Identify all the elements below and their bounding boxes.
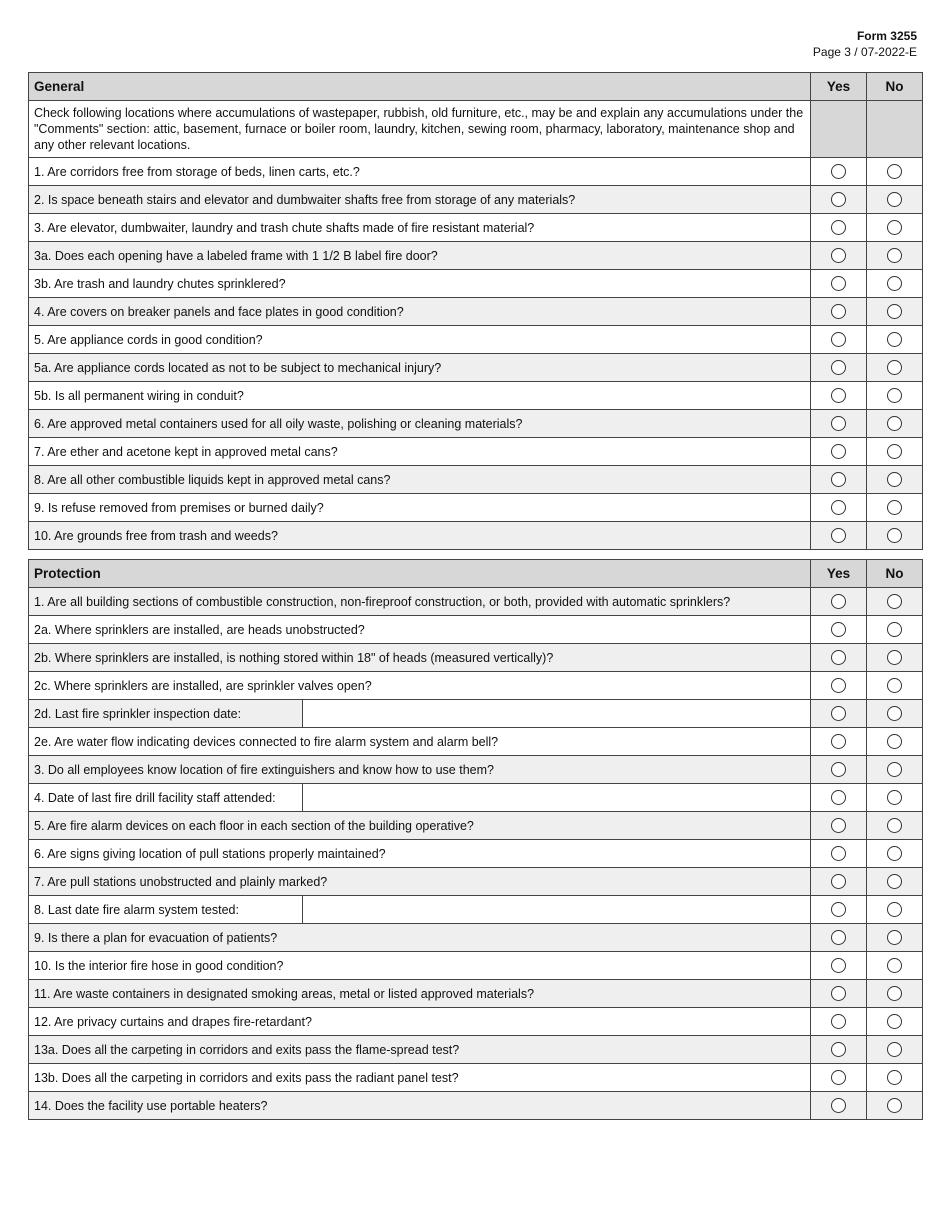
yes-radio-cell <box>811 242 867 270</box>
form-number: Form 3255 <box>856 29 917 43</box>
question-text: 3b. Are trash and laundry chutes sprinklered? <box>29 270 811 298</box>
no-radio[interactable] <box>887 248 902 263</box>
no-radio-cell <box>867 410 923 438</box>
question-row <box>29 410 923 438</box>
no-radio-cell <box>867 158 923 186</box>
no-radio[interactable] <box>887 1098 902 1113</box>
no-radio-cell <box>867 616 923 644</box>
yes-radio[interactable] <box>831 444 846 459</box>
yes-radio[interactable] <box>831 622 846 637</box>
yes-radio-cell <box>811 700 867 728</box>
no-column-header: No <box>867 560 923 588</box>
no-radio-cell <box>867 186 923 214</box>
question-text: 2b. Where sprinklers are installed, is nothing stored within 18" of heads (measured vertically)? <box>29 644 811 672</box>
yes-column-header: Yes <box>811 73 867 101</box>
yes-radio-cell <box>811 924 867 952</box>
question-row <box>29 672 923 700</box>
yes-radio-cell <box>811 952 867 980</box>
no-radio-cell <box>867 298 923 326</box>
general-header-row <box>29 73 923 101</box>
yes-radio[interactable] <box>831 734 846 749</box>
no-radio-cell <box>867 1008 923 1036</box>
question-row <box>29 952 923 980</box>
yes-radio[interactable] <box>831 930 846 945</box>
page-info: Page 3 / 07-2022-E <box>812 45 917 59</box>
question-row <box>29 1064 923 1092</box>
question-row <box>29 1008 923 1036</box>
no-radio[interactable] <box>887 164 902 179</box>
question-text: 12. Are privacy curtains and drapes fire-retardant? <box>29 1008 811 1036</box>
question-row <box>29 270 923 298</box>
question-row <box>29 616 923 644</box>
no-radio[interactable] <box>887 220 902 235</box>
no-radio[interactable] <box>887 622 902 637</box>
question-text: 1. Are corridors free from storage of beds, linen carts, etc.? <box>29 158 811 186</box>
yes-radio-cell <box>811 728 867 756</box>
yes-radio[interactable] <box>831 220 846 235</box>
question-row <box>29 298 923 326</box>
no-radio-cell <box>867 980 923 1008</box>
question-row <box>29 700 923 728</box>
question-row <box>29 186 923 214</box>
yes-radio-cell <box>811 868 867 896</box>
yes-radio-cell <box>811 616 867 644</box>
yes-radio[interactable] <box>831 902 846 917</box>
question-row <box>29 644 923 672</box>
question-text: 6. Are approved metal containers used for all oily waste, polishing or cleaning materials? <box>29 410 811 438</box>
question-row <box>29 214 923 242</box>
no-radio[interactable] <box>887 528 902 543</box>
no-radio[interactable] <box>887 416 902 431</box>
no-radio-cell <box>867 522 923 550</box>
question-text: 13b. Does all the carpeting in corridors and exits pass the radiant panel test? <box>29 1064 811 1092</box>
yes-radio[interactable] <box>831 192 846 207</box>
yes-radio[interactable] <box>831 360 846 375</box>
no-radio[interactable] <box>887 902 902 917</box>
general-title: General <box>29 73 811 101</box>
question-row <box>29 728 923 756</box>
no-radio[interactable] <box>887 332 902 347</box>
yes-radio[interactable] <box>831 1042 846 1057</box>
yes-radio[interactable] <box>831 790 846 805</box>
question-text: 10. Is the interior fire hose in good condition? <box>29 952 811 980</box>
yes-radio-cell <box>811 494 867 522</box>
question-cell <box>29 784 811 812</box>
yes-radio-cell <box>811 326 867 354</box>
question-text: 9. Is there a plan for evacuation of patients? <box>29 924 811 952</box>
no-radio[interactable] <box>887 1070 902 1085</box>
yes-radio[interactable] <box>831 276 846 291</box>
yes-radio[interactable] <box>831 388 846 403</box>
yes-radio-cell <box>811 438 867 466</box>
question-text: 13a. Does all the carpeting in corridors and exits pass the flame-spread test? <box>29 1036 811 1064</box>
question-text: 6. Are signs giving location of pull stations properly maintained? <box>29 840 811 868</box>
yes-radio-cell <box>811 298 867 326</box>
yes-radio[interactable] <box>831 846 846 861</box>
general-section-table <box>28 72 923 550</box>
yes-radio[interactable] <box>831 594 846 609</box>
yes-radio-cell <box>811 158 867 186</box>
no-radio-cell <box>867 242 923 270</box>
question-text: 3. Are elevator, dumbwaiter, laundry and trash chute shafts made of fire resistant material? <box>29 214 811 242</box>
no-radio[interactable] <box>887 192 902 207</box>
question-text: 3. Do all employees know location of fire extinguishers and know how to use them? <box>29 756 811 784</box>
blank-cell <box>867 101 923 158</box>
no-radio-cell <box>867 812 923 840</box>
no-radio[interactable] <box>887 304 902 319</box>
yes-radio-cell <box>811 896 867 924</box>
no-column-header: No <box>867 73 923 101</box>
yes-radio[interactable] <box>831 332 846 347</box>
protection-title: Protection <box>29 560 811 588</box>
question-text: 5b. Is all permanent wiring in conduit? <box>29 382 811 410</box>
date-question <box>29 784 810 811</box>
question-text: 2. Is space beneath stairs and elevator and dumbwaiter shafts free from storage of any materials? <box>29 186 811 214</box>
no-radio[interactable] <box>887 500 902 515</box>
question-row <box>29 326 923 354</box>
yes-radio-cell <box>811 588 867 616</box>
yes-radio-cell <box>811 354 867 382</box>
question-row <box>29 1092 923 1120</box>
no-radio-cell <box>867 756 923 784</box>
yes-radio[interactable] <box>831 678 846 693</box>
yes-radio[interactable] <box>831 1070 846 1085</box>
blank-cell <box>811 101 867 158</box>
no-radio-cell <box>867 382 923 410</box>
yes-radio-cell <box>811 410 867 438</box>
protection-section-table <box>28 559 923 1120</box>
no-radio-cell <box>867 326 923 354</box>
question-row <box>29 494 923 522</box>
no-radio[interactable] <box>887 1014 902 1029</box>
yes-radio[interactable] <box>831 1098 846 1113</box>
question-cell <box>29 896 811 924</box>
question-text: 1. Are all building sections of combustible construction, non-fireproof construction, or both, provided with automatic sprinklers? <box>29 588 811 616</box>
question-text: 2e. Are water flow indicating devices connected to fire alarm system and alarm bell? <box>29 728 811 756</box>
no-radio-cell <box>867 952 923 980</box>
question-row <box>29 466 923 494</box>
yes-radio-cell <box>811 270 867 298</box>
yes-radio-cell <box>811 644 867 672</box>
question-text: 7. Are ether and acetone kept in approved metal cans? <box>29 438 811 466</box>
yes-radio-cell <box>811 382 867 410</box>
yes-radio[interactable] <box>831 304 846 319</box>
question-row <box>29 242 923 270</box>
no-radio-cell <box>867 214 923 242</box>
yes-radio-cell <box>811 214 867 242</box>
no-radio[interactable] <box>887 790 902 805</box>
yes-radio[interactable] <box>831 874 846 889</box>
yes-radio[interactable] <box>831 164 846 179</box>
no-radio[interactable] <box>887 734 902 749</box>
question-row <box>29 158 923 186</box>
question-text: 14. Does the facility use portable heaters? <box>29 1092 811 1120</box>
date-question <box>29 700 810 727</box>
yes-radio-cell <box>811 812 867 840</box>
general-instructions: Check following locations where accumulations of wastepaper, rubbish, old furniture, etc., may be and explain any accumulations under the "Comments" section: attic, basement, furnace or boiler room, laundry, kitchen, sewing room, pharmacy, laboratory, maintenance shop and any other relevant locations. <box>29 101 811 158</box>
yes-radio[interactable] <box>831 248 846 263</box>
question-row <box>29 522 923 550</box>
question-text: 8. Are all other combustible liquids kept in approved metal cans? <box>29 466 811 494</box>
yes-radio[interactable] <box>831 500 846 515</box>
question-row <box>29 784 923 812</box>
yes-radio[interactable] <box>831 706 846 721</box>
yes-column-header: Yes <box>811 560 867 588</box>
no-radio-cell <box>867 924 923 952</box>
question-row <box>29 980 923 1008</box>
no-radio[interactable] <box>887 444 902 459</box>
yes-radio[interactable] <box>831 1014 846 1029</box>
yes-radio[interactable] <box>831 762 846 777</box>
question-cell <box>29 700 811 728</box>
no-radio-cell <box>867 466 923 494</box>
question-row <box>29 924 923 952</box>
yes-radio[interactable] <box>831 528 846 543</box>
question-row <box>29 756 923 784</box>
no-radio[interactable] <box>887 650 902 665</box>
date-input-field[interactable] <box>303 700 810 727</box>
question-text: 7. Are pull stations unobstructed and plainly marked? <box>29 868 811 896</box>
question-text: 4. Date of last fire drill facility staff attended: <box>29 784 303 811</box>
yes-radio[interactable] <box>831 818 846 833</box>
question-text: 3a. Does each opening have a labeled frame with 1 1/2 B label fire door? <box>29 242 811 270</box>
no-radio[interactable] <box>887 594 902 609</box>
question-row <box>29 438 923 466</box>
general-instructions-row <box>29 101 923 158</box>
no-radio-cell <box>867 1064 923 1092</box>
no-radio-cell <box>867 700 923 728</box>
question-text: 10. Are grounds free from trash and weeds? <box>29 522 811 550</box>
yes-radio[interactable] <box>831 986 846 1001</box>
no-radio[interactable] <box>887 678 902 693</box>
yes-radio-cell <box>811 186 867 214</box>
no-radio[interactable] <box>887 762 902 777</box>
yes-radio-cell <box>811 784 867 812</box>
question-row <box>29 868 923 896</box>
no-radio[interactable] <box>887 1042 902 1057</box>
yes-radio-cell <box>811 840 867 868</box>
no-radio-cell <box>867 644 923 672</box>
no-radio-cell <box>867 1092 923 1120</box>
no-radio[interactable] <box>887 986 902 1001</box>
question-text: 8. Last date fire alarm system tested: <box>29 896 303 923</box>
date-input-field[interactable] <box>303 896 810 923</box>
yes-radio-cell <box>811 672 867 700</box>
no-radio-cell <box>867 270 923 298</box>
no-radio-cell <box>867 672 923 700</box>
yes-radio-cell <box>811 756 867 784</box>
question-row <box>29 588 923 616</box>
no-radio-cell <box>867 840 923 868</box>
yes-radio-cell <box>811 522 867 550</box>
yes-radio[interactable] <box>831 472 846 487</box>
question-text: 2c. Where sprinklers are installed, are sprinkler valves open? <box>29 672 811 700</box>
no-radio[interactable] <box>887 276 902 291</box>
no-radio-cell <box>867 868 923 896</box>
yes-radio-cell <box>811 1064 867 1092</box>
no-radio[interactable] <box>887 818 902 833</box>
no-radio[interactable] <box>887 388 902 403</box>
yes-radio[interactable] <box>831 958 846 973</box>
question-text: 5. Are appliance cords in good condition? <box>29 326 811 354</box>
question-row <box>29 840 923 868</box>
no-radio-cell <box>867 784 923 812</box>
no-radio[interactable] <box>887 930 902 945</box>
question-text: 5a. Are appliance cords located as not to be subject to mechanical injury? <box>29 354 811 382</box>
date-input-field[interactable] <box>303 784 810 811</box>
no-radio-cell <box>867 494 923 522</box>
yes-radio[interactable] <box>831 650 846 665</box>
question-row <box>29 1036 923 1064</box>
yes-radio-cell <box>811 466 867 494</box>
question-text: 2a. Where sprinklers are installed, are heads unobstructed? <box>29 616 811 644</box>
question-row <box>29 812 923 840</box>
protection-header-row <box>29 560 923 588</box>
no-radio[interactable] <box>887 958 902 973</box>
form-header <box>813 28 917 60</box>
no-radio[interactable] <box>887 472 902 487</box>
yes-radio-cell <box>811 1036 867 1064</box>
date-question <box>29 896 810 923</box>
question-text: 9. Is refuse removed from premises or burned daily? <box>29 494 811 522</box>
yes-radio-cell <box>811 980 867 1008</box>
question-row <box>29 382 923 410</box>
question-text: 2d. Last fire sprinkler inspection date: <box>29 700 303 727</box>
no-radio-cell <box>867 588 923 616</box>
yes-radio-cell <box>811 1092 867 1120</box>
no-radio[interactable] <box>887 874 902 889</box>
no-radio-cell <box>867 1036 923 1064</box>
no-radio-cell <box>867 354 923 382</box>
yes-radio[interactable] <box>831 416 846 431</box>
question-row <box>29 896 923 924</box>
no-radio[interactable] <box>887 846 902 861</box>
no-radio-cell <box>867 438 923 466</box>
question-text: 5. Are fire alarm devices on each floor in each section of the building operative? <box>29 812 811 840</box>
no-radio[interactable] <box>887 706 902 721</box>
no-radio-cell <box>867 728 923 756</box>
question-text: 11. Are waste containers in designated smoking areas, metal or listed approved materials? <box>29 980 811 1008</box>
yes-radio-cell <box>811 1008 867 1036</box>
question-row <box>29 354 923 382</box>
question-text: 4. Are covers on breaker panels and face plates in good condition? <box>29 298 811 326</box>
no-radio[interactable] <box>887 360 902 375</box>
no-radio-cell <box>867 896 923 924</box>
